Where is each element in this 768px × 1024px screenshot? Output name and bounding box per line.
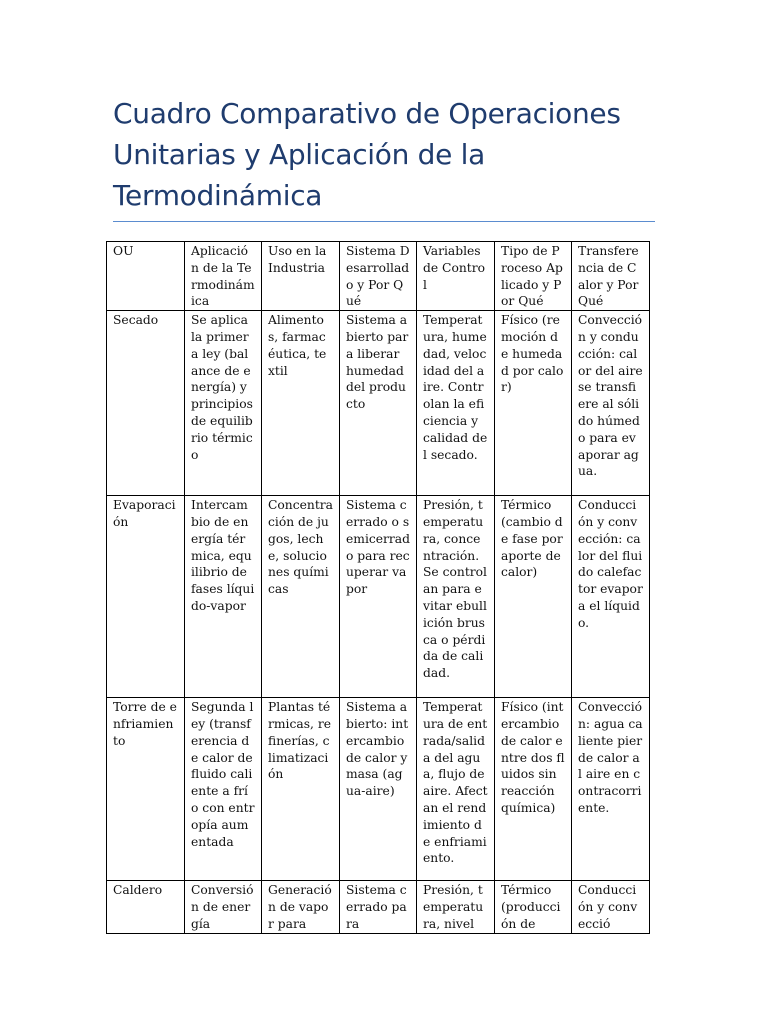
table-cell: Segunda ley (transferencia de calor de fluido caliente a frío con entropía aumentada <box>185 698 262 881</box>
table-cell: Físico (remoción de humedad por calor) <box>495 311 572 496</box>
table-cell: Presión, temperatura, nivel <box>417 881 495 933</box>
table-cell: Sistema cerrado o semicerrado para recuperar vapor <box>340 496 417 698</box>
header-cell: Aplicación de la Termodinámica <box>185 242 262 311</box>
table-cell: Generación de vapor para <box>262 881 340 933</box>
title-divider <box>113 221 655 222</box>
header-cell: Uso en la Industria <box>262 242 340 311</box>
table-cell: Conducción y convecció <box>572 881 650 933</box>
table-cell: Plantas térmicas, refinerías, climatización <box>262 698 340 881</box>
table-cell: Conversión de energía <box>185 881 262 933</box>
table-cell: Térmico (cambio de fase por aporte de calor) <box>495 496 572 698</box>
table-cell: Alimentos, farmacéutica, textil <box>262 311 340 496</box>
table-cell: Temperatura, humedad, velocidad del aire. Controlan la eficiencia y calidad del secado. <box>417 311 495 496</box>
table-cell: Convección y conducción: calor del aire se transfiere al sólido húmedo para evaporar agua. <box>572 311 650 496</box>
table-cell: Conducción y convección: calor del fluido calefactor evapora el líquido. <box>572 496 650 698</box>
table-cell: Presión, temperatura, concentración. Se controlan para evitar ebullición brusca o pérdida de calidad. <box>417 496 495 698</box>
table-cell: Caldero <box>107 881 185 933</box>
header-cell: OU <box>107 242 185 311</box>
header-cell: Variables de Control <box>417 242 495 311</box>
header-cell: Sistema Desarrollado y Por Qué <box>340 242 417 311</box>
table-cell: Sistema abierto: intercambio de calor y masa (agua-aire) <box>340 698 417 881</box>
table-cell: Concentración de jugos, leche, soluciones químicas <box>262 496 340 698</box>
header-cell: Transferencia de Calor y Por Qué <box>572 242 650 311</box>
table-row <box>107 311 650 496</box>
table-row <box>107 881 650 933</box>
table-cell: Sistema cerrado para <box>340 881 417 933</box>
comparison-table <box>106 241 650 934</box>
table-cell: Se aplica la primera ley (balance de energía) y principios de equilibrio térmico <box>185 311 262 496</box>
table-cell: Térmico (producción de <box>495 881 572 933</box>
table-header-row <box>107 242 650 311</box>
table-cell: Convección: agua caliente pierde calor al aire en contracorriente. <box>572 698 650 881</box>
table-cell: Secado <box>107 311 185 496</box>
table-cell: Torre de enfriamiento <box>107 698 185 881</box>
table-row <box>107 496 650 698</box>
header-cell: Tipo de Proceso Aplicado y Por Qué <box>495 242 572 311</box>
table-cell: Intercambio de energía térmica, equilibrio de fases líquido-vapor <box>185 496 262 698</box>
table-cell: Sistema abierto para liberar humedad del producto <box>340 311 417 496</box>
table-cell: Temperatura de entrada/salida del agua, flujo de aire. Afectan el rendimiento de enfriamiento. <box>417 698 495 881</box>
document-title: Cuadro Comparativo de Operaciones Unitarias y Aplicación de la Termodinámica <box>113 97 621 212</box>
table-cell: Evaporación <box>107 496 185 698</box>
table-cell: Físico (intercambio de calor entre dos fluidos sin reacción química) <box>495 698 572 881</box>
table-row <box>107 698 650 881</box>
